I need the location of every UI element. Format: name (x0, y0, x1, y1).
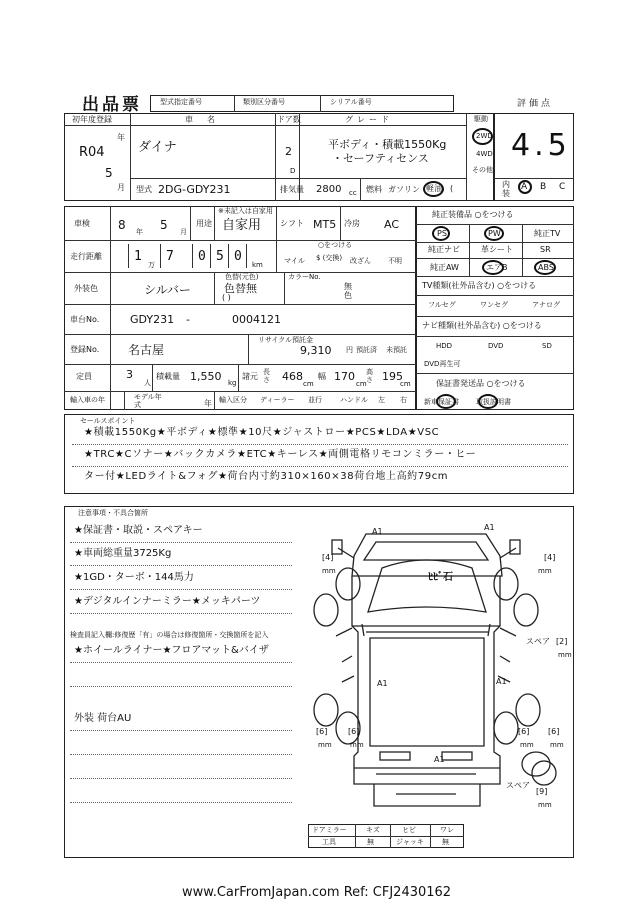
chassis-number: 0004121 (232, 313, 281, 326)
capacity-unit: 人 (144, 379, 151, 387)
equip-pw-circle (484, 226, 504, 241)
import-year-unit: 年 (204, 399, 212, 408)
displacement-label: 排気量 (280, 185, 304, 194)
fuel-option: 軽油 (426, 184, 442, 193)
year-label: 初年度登録 (72, 115, 112, 124)
tv-fullseg: フルセグ (428, 301, 456, 309)
docs-warranty: 新車保証書 (424, 398, 459, 406)
handle-left: 左 (378, 396, 385, 404)
sales-point-line3: ター付★LEDライト&フォグ★荷台内寸約310×160×38荷台地上高約79cm (84, 471, 449, 482)
grade-line1: 平ボディ・積載1550Kg (328, 138, 447, 151)
damage-mark-a1-rear: A1 (434, 755, 445, 764)
spare1-value: [2] (556, 637, 568, 646)
width-value: 170 (334, 370, 355, 383)
spare-wheel-9 (530, 758, 560, 788)
drive-2wd: 2WD (476, 132, 493, 140)
windshield-shape (368, 560, 486, 612)
docs-manual: 取扱説明書 (476, 398, 511, 406)
handle-label: ハンドル (340, 396, 368, 404)
usage-label: 用途 (196, 219, 212, 228)
ac-label: 冷房 (344, 219, 360, 228)
wheel-rl-side (314, 694, 338, 726)
score-label: 評価点 (517, 99, 554, 109)
import-type-label: 輸入区分 (219, 396, 247, 404)
reg-value: 名古屋 (128, 343, 165, 357)
drive-other: その他 (472, 166, 493, 174)
spare2-unit: mm (538, 801, 552, 809)
odo-note-unknown: 不明 (388, 257, 402, 265)
model-value: 2DG-GDY231 (158, 183, 231, 196)
equip-ps-circle (432, 226, 450, 241)
odo-note-exchange: $ (交換) (316, 254, 343, 262)
capacity-value: 3 (126, 368, 133, 381)
equip-navi: 純正ナビ (428, 245, 460, 254)
color-label: 外装色 (74, 284, 98, 293)
size-label: 諸元 (242, 372, 258, 381)
legend-jack: ジャッキ (396, 838, 424, 846)
import-dealer: ディーラー (260, 396, 295, 404)
length-label: 長さ (263, 368, 270, 384)
odo-note-tamper: 改ざん (350, 257, 371, 265)
name-label: 車名 (185, 115, 229, 124)
score-value: 4.5 (511, 128, 571, 163)
docs-warranty-circle (436, 394, 456, 409)
odo-label: 走行距離 (70, 252, 102, 261)
tire-rear-4-unit: mm (550, 741, 564, 749)
navi-hdd: HDD (436, 342, 453, 350)
note-line-3: ★1GD・ターボ・144馬力 (74, 572, 194, 583)
inspector-line: ★ホイールライナー★フロアマット&バイザ (74, 645, 269, 656)
equip-abs-circle (534, 260, 556, 275)
tire-rear-1-unit: mm (318, 741, 332, 749)
grade-label: グレード (345, 115, 393, 124)
equip-airbag: エアB (486, 263, 508, 272)
fuel-label: 燃料 (366, 185, 382, 194)
interior-grade-b: B (540, 182, 547, 192)
category-label: 類別区分番号 (243, 98, 285, 106)
height-value: 195 (382, 370, 403, 383)
tire-rear-2-depth: [6] (348, 727, 360, 736)
chassis-label: 車台No. (70, 315, 100, 324)
length-value: 468 (282, 370, 303, 383)
grade-line2: ・セーフティセンス (332, 152, 429, 165)
spare1-label: スペア (526, 637, 550, 646)
width-label: 幅 (318, 372, 326, 381)
import-label: 輸入車の年 (70, 396, 105, 404)
sales-points-label: セールスポイント (80, 417, 136, 425)
note-line-1: ★保証書・取説・スペアキー (74, 525, 203, 536)
month-value: 5 (105, 166, 113, 180)
drive-4wd: 4WD (476, 150, 493, 158)
legend-crack: ヒビ (402, 826, 416, 834)
odo-digit-2: 7 (166, 249, 174, 264)
load-unit: kg (228, 379, 237, 387)
color-change-value: 色替無 (224, 282, 257, 295)
tire-front-left-depth: [4] (322, 553, 334, 562)
legend-tools: 工具 (322, 838, 336, 846)
equip-leather: 革シート (481, 245, 513, 254)
interior-grade-a: A (521, 182, 528, 192)
legend-scratch: キズ (366, 826, 380, 834)
handle-right: 右 (400, 396, 407, 404)
note-line-4: ★デジタルインナーミラー★メッキパーツ (74, 596, 261, 607)
month-unit: 月 (117, 183, 125, 192)
mirror-left-shape (332, 540, 342, 554)
color-change-label: 色替(元色) (225, 273, 259, 281)
recycle-status2: 未預託 (386, 346, 407, 354)
cab-roof-outline (352, 534, 502, 576)
windshield-note: ﾋﾋﾞ石 (428, 572, 453, 583)
color-value: シルバー (144, 283, 191, 297)
chassis-prefix: GDY231 (130, 313, 175, 326)
cab-roof-inner (364, 542, 488, 560)
tire-front-right-unit: mm (538, 567, 552, 575)
displacement-value: 2800 (316, 184, 342, 195)
interior-grade-c: C (559, 182, 566, 192)
shaken-label: 車検 (74, 219, 90, 228)
recycle-label: リサイクル預託金 (258, 336, 314, 344)
odo-unit-km: km (252, 261, 263, 269)
sales-point-line2: ★TRC★Cソナー★バックカメラ★ETC★キーレス★両側電格リモコンミラー・ヒー (84, 449, 477, 460)
inspector-label: 検査員記入欄:修復歴「有」の場合は修復箇所・交換箇所を記入 (70, 631, 269, 639)
note-line-2: ★車両総重量3725Kg (74, 548, 172, 559)
doors-suffix: D (290, 167, 296, 175)
height-unit: cm (400, 380, 411, 388)
navi-sd: SD (542, 342, 552, 350)
legend-break: ワレ (440, 826, 454, 834)
spare2-label: スペア (506, 781, 530, 790)
wheel-rr-side (516, 694, 540, 726)
equip-abs: ABS (538, 263, 554, 272)
legend-jack-value: 無 (442, 838, 449, 846)
spare1-unit: mm (558, 651, 572, 659)
load-value: 1,550 (190, 370, 222, 383)
navi-header: ナビ種類(社外品含む) ○をつける (422, 321, 542, 330)
color-no-value: 無色 (344, 282, 352, 300)
odo-unit-man: 万 (148, 261, 155, 269)
odo-digit-4: 5 (216, 249, 224, 264)
capacity-label: 定員 (76, 372, 92, 381)
fuel-paren: ( (450, 184, 454, 193)
equipment-header: 純正装備品 ○をつける (432, 210, 514, 219)
tire-rear-4-depth: [6] (548, 727, 560, 736)
navi-dvd: DVD (488, 342, 504, 350)
load-label: 積載量 (156, 372, 180, 381)
tv-header: TV種類(社外品含む) ○をつける (422, 281, 537, 290)
odo-digit-3: 0 (198, 249, 206, 264)
damage-mark-a1-front-right: A1 (484, 523, 495, 532)
shaken-month: 5 (160, 218, 168, 232)
year-unit: 年 (117, 133, 125, 142)
chassis-dash: - (186, 313, 190, 326)
notes-label: 注意事項・不具合箇所 (78, 509, 148, 517)
shaken-month-unit: 月 (180, 228, 187, 236)
wheel-fr-side (514, 594, 538, 626)
usage-note: ※未記入は自家用 (218, 207, 273, 215)
equip-aw: 純正AW (430, 263, 459, 272)
car-name: ダイナ (138, 140, 177, 155)
equip-pw: PW (488, 229, 501, 238)
tire-rear-3-unit: mm (520, 741, 534, 749)
drive-label: 駆動 (474, 115, 488, 123)
reg-label: 登録No. (70, 345, 100, 354)
equip-sr: SR (540, 245, 551, 254)
legend-tools-value: 無 (367, 838, 374, 846)
model-label: 型式 (136, 185, 152, 194)
doors-value: 2 (285, 145, 292, 158)
page-title: 出品票 (82, 95, 142, 115)
tire-rear-2-unit: mm (350, 741, 364, 749)
tire-front-right-depth: [4] (544, 553, 556, 562)
legend-door-mirror: ドアミラー (312, 826, 347, 834)
odo-note-mile: マイル (284, 257, 305, 265)
docs-header: 保証書発送品 ○をつける (436, 379, 526, 388)
serial-label: シリアル番号 (330, 98, 372, 106)
shaken-year-unit: 年 (136, 228, 143, 236)
displacement-unit: cc (349, 189, 357, 197)
spare2-value: [9] (536, 787, 548, 796)
equip-ps: PS (437, 229, 447, 238)
damage-mark-a1-left: A1 (377, 679, 388, 688)
mirror-right-shape (510, 540, 520, 554)
height-label: 高さ (366, 368, 373, 384)
model-code-label: 型式指定番号 (160, 98, 202, 106)
shaken-year: 8 (118, 218, 126, 232)
doors-label: ドア数 (277, 115, 301, 124)
recycle-unit: 円 (346, 346, 353, 354)
tv-analog: アナログ (532, 301, 560, 309)
recycle-status: 預託済 (356, 346, 377, 354)
length-unit: cm (303, 380, 314, 388)
recycle-value: 9,310 (300, 344, 332, 357)
tire-front-left-unit: mm (322, 567, 336, 575)
interior-label: 内装 (502, 180, 510, 198)
color-paren: ( ) (222, 293, 231, 302)
shift-value: MT5 (313, 218, 337, 231)
tire-rear-3-depth: [6] (518, 727, 530, 736)
odo-notes-header: ○をつける (318, 241, 353, 249)
fuel-value: ガソリン (388, 185, 420, 194)
width-unit: cm (356, 380, 367, 388)
color-no-label: カラーNo. (288, 273, 321, 281)
footer-reference: www.CarFromJapan.com Ref: CFJ2430162 (182, 885, 452, 900)
tire-rear-1-depth: [6] (316, 727, 328, 736)
ac-value: AC (384, 218, 400, 231)
damage-mark-a1-right: A1 (496, 677, 507, 686)
equip-airbag-circle (482, 260, 504, 275)
exterior-line: 外装 荷台AU (74, 713, 132, 724)
wheel-rear-right (494, 712, 518, 744)
dvd-label: DVD再生可 (424, 360, 461, 368)
damage-mark-a1-front: A1 (372, 527, 383, 536)
tv-oneseg: ワンセグ (480, 301, 508, 309)
wheel-front-left (336, 568, 360, 600)
bed-outline (370, 638, 484, 746)
sales-point-line1: ★積載1550Kg★平ボディ★標準★10尺★ジャストロー★PCS★LDA★VSC (84, 427, 440, 438)
odo-digit-5: 0 (234, 249, 242, 264)
wheel-fl-side (314, 594, 338, 626)
docs-manual-circle (478, 394, 498, 409)
import-parallel: 並行 (308, 396, 322, 404)
odo-digit-1: 1 (134, 249, 142, 264)
model-year-label: モデル年式 (134, 393, 162, 409)
equip-tv: 純正TV (534, 229, 561, 238)
wheel-front-right (494, 568, 518, 600)
year-value: R04 (79, 145, 105, 160)
shift-label: シフト (280, 219, 304, 228)
usage-value: 自家用 (222, 218, 262, 233)
